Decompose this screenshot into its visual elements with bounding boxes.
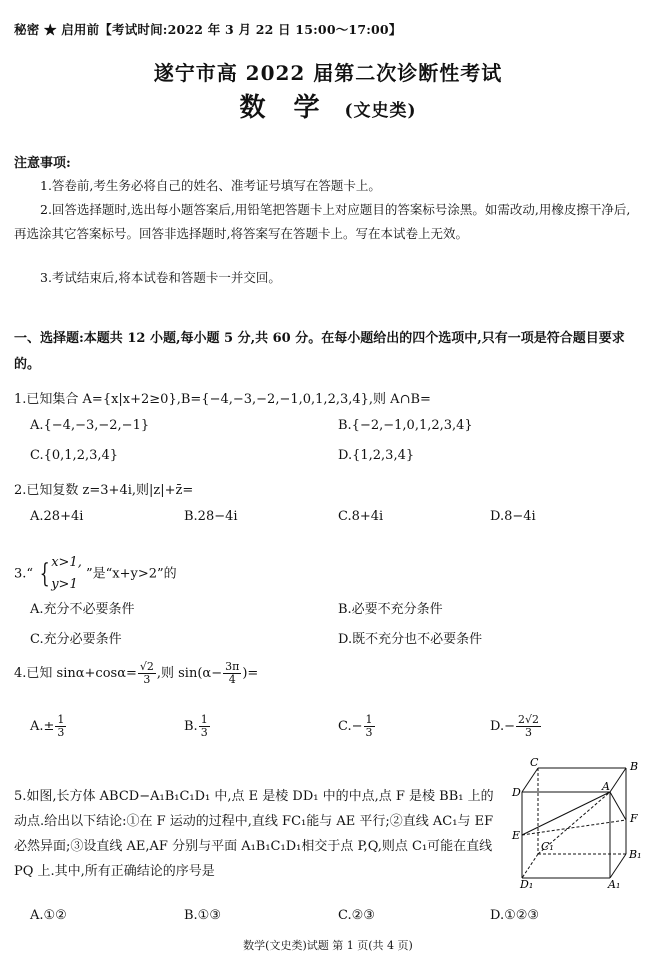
q4-option-b (184, 714, 211, 739)
label-C: C (530, 756, 539, 769)
q4-option-d (490, 714, 542, 739)
q3-option-a: A.充分不必要条件 (30, 602, 135, 617)
q4-b-frac (199, 714, 210, 739)
q4-suffix: )= (242, 666, 259, 681)
edge-CD (522, 768, 538, 792)
q3-suffix: ”是“x+y>2”的 (85, 566, 177, 582)
q1-option-a: A.{−4,−3,−2,−1} (30, 418, 150, 433)
q4-b-num: 1 (200, 713, 208, 726)
segment-EA (522, 792, 610, 835)
subject-type: (文史类) (344, 101, 417, 121)
q5-option-a: A.①② (30, 908, 67, 923)
q4-frac-1 (138, 661, 156, 686)
cuboid-figure (512, 756, 646, 891)
question-1-stem: 1.已知集合 A={x|x+2≥0},B={−4,−3,−2,−1,0,1,2,3,4},则 A∩B= (14, 392, 431, 407)
q2-option-d: D.8−4i (490, 509, 536, 524)
edge-BA (610, 768, 626, 792)
q1-option-d: D.{1,2,3,4} (338, 448, 415, 463)
q4-b-den: 3 (200, 726, 208, 739)
label-A: A (602, 780, 610, 793)
q4-mid: ,则 sin(α− (156, 666, 223, 681)
label-B: B (630, 760, 639, 773)
label-D1: D₁ (520, 878, 534, 891)
notice-item-2: 2.回答选择题时,选出每小题答案后,用铅笔把答题卡上对应题目的答案标号涂黑。如需改动,用橡皮擦干净后,再选涂其它答案标号。回答非选择题时,将答案写在答题卡上。写在本试卷上无效。 (14, 202, 631, 241)
question-2-stem: 2.已知复数 z=3+4i,则|z|+z̄= (14, 483, 194, 498)
q3-option-b: B.必要不充分条件 (338, 602, 443, 617)
q4-d-den: 3 (524, 726, 532, 739)
edge-C1D1 (522, 854, 538, 878)
q5-option-c: C.②③ (338, 908, 375, 923)
q3-system (51, 552, 82, 596)
q4-a-den: 3 (57, 726, 65, 739)
section-heading-text: 一、选择题:本题共 12 小题,每小题 5 分,共 60 分。在每小题给出的四个选项中,只有一项是符合题目要求的。 (14, 331, 625, 372)
q5-option-b: B.①③ (184, 908, 221, 923)
q2-option-c: C.8+4i (338, 509, 384, 524)
label-C1: C₁ (541, 840, 554, 853)
q3-brace-bottom: y>1 (51, 577, 78, 592)
q5-option-d: D.①②③ (490, 908, 540, 923)
q4-a-frac (55, 714, 66, 739)
q4-frac-2 (223, 661, 241, 686)
q4-frac-1-num: √2 (139, 660, 154, 673)
q4-option-c (338, 714, 376, 739)
q3-option-c: C.充分必要条件 (30, 632, 122, 647)
edge-B1A1 (610, 854, 626, 878)
notice-heading: 注意事项: (14, 156, 71, 171)
section-heading (14, 326, 646, 378)
q3-option-d: D.既不充分也不必要条件 (338, 632, 483, 647)
q2-option-b: B.28−4i (184, 509, 238, 524)
q4-c-frac (364, 714, 375, 739)
label-F: F (630, 812, 638, 825)
question-4-stem (14, 661, 258, 686)
subject-name: 数 学 (239, 93, 321, 123)
q4-c-prefix: C.− (338, 719, 363, 734)
q4-a-num: 1 (57, 713, 65, 726)
q4-prefix: 4.已知 sinα+cosα= (14, 666, 137, 681)
label-E: E (512, 829, 521, 842)
confidential-line: 秘密 ★ 启用前【考试时间:2022 年 3 月 22 日 15:00～17:00】 (14, 22, 402, 37)
q1-option-c: C.{0,1,2,3,4} (30, 448, 119, 463)
label-A1: A₁ (608, 878, 621, 891)
page-footer: 数学(文史类)试题 第 1 页(共 4 页) (243, 939, 413, 952)
exam-title: 遂宁市高 2022 届第二次诊断性考试 (153, 61, 503, 85)
q3-prefix: 3.“ (14, 566, 34, 582)
question-3-stem (14, 552, 177, 596)
q4-c-num: 1 (365, 713, 373, 726)
q4-b-prefix: B. (184, 719, 198, 734)
q4-frac-2-den: 4 (228, 673, 236, 686)
q4-c-den: 3 (365, 726, 373, 739)
q4-d-num: 2√2 (517, 713, 539, 726)
q4-option-a (30, 714, 67, 739)
segment-AF (610, 792, 626, 820)
q4-a-prefix: A.± (30, 719, 55, 734)
q3-brace-top: x>1, (51, 555, 82, 570)
q4-frac-1-den: 3 (143, 673, 151, 686)
q1-option-b: B.{−2,−1,0,1,2,3,4} (338, 418, 473, 433)
notice-item-3: 3.考试结束后,将本试卷和答题卡一并交回。 (40, 270, 281, 285)
notice-item-1: 1.答卷前,考生务必将自己的姓名、准考证号填写在答题卡上。 (40, 178, 381, 193)
q4-d-frac (516, 714, 541, 739)
q4-frac-2-num: 3π (225, 660, 240, 673)
q3-brace: { (40, 559, 50, 589)
question-5-stem: 5.如图,长方体 ABCD−A₁B₁C₁D₁ 中,点 E 是棱 DD₁ 中的中点,点 F 是棱 BB₁ 上的动点.给出以下结论:①在 F 运动的过程中,直线 FC₁能与 AE 平行;②直线 AC₁与 EF 必然异面;③设直线 AE,AF 分别与平面 A₁B₁C₁D₁相交于点 P,Q,则点 C₁可能在直线 PQ 上.其中,所有正确结论的序号是 (14, 789, 494, 879)
q4-d-prefix: D.− (490, 719, 515, 734)
label-B1: B₁ (629, 848, 642, 861)
q2-option-a: A.28+4i (30, 509, 84, 524)
subject-title (0, 87, 656, 124)
label-D: D (512, 786, 521, 799)
